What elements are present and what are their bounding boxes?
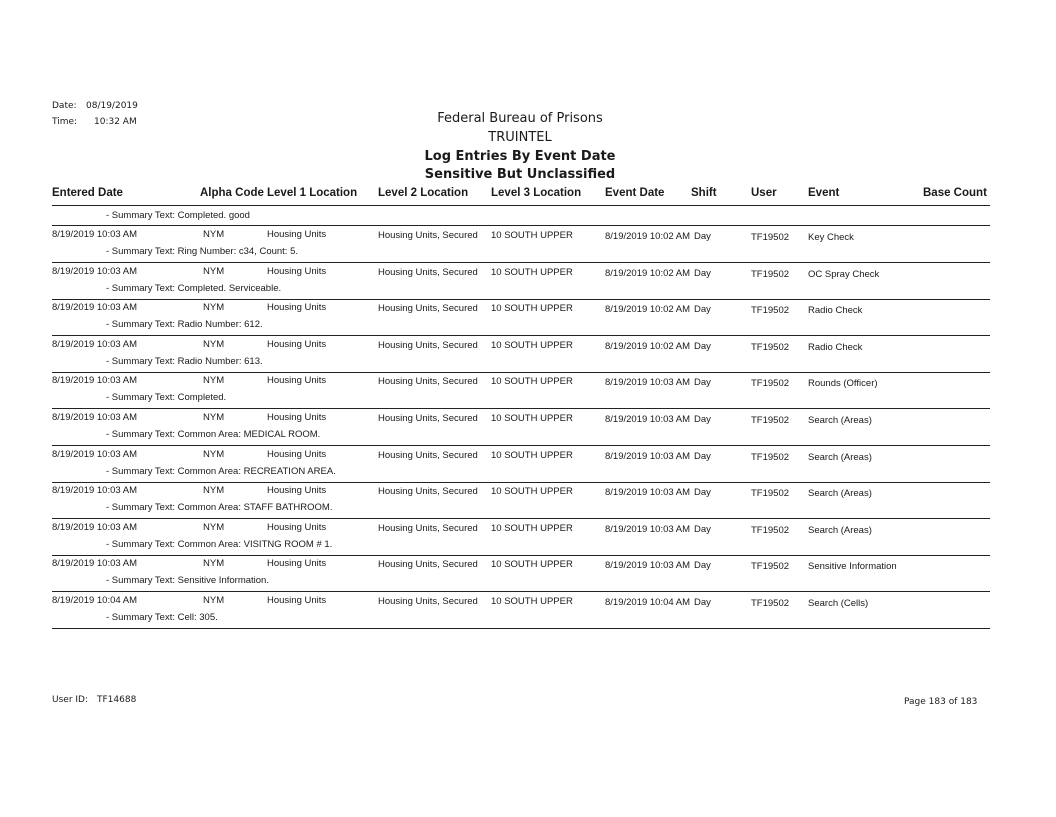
alpha-code-cell: NYM — [203, 265, 225, 277]
shift-cell: Day — [694, 597, 711, 608]
col-event-date: Event Date — [605, 187, 665, 199]
event-cell: Search (Areas) — [808, 451, 872, 463]
alpha-code-cell: NYM — [203, 229, 225, 240]
table-row — [0, 446, 1056, 482]
table-row — [0, 226, 1056, 262]
level3-cell: 10 SOUTH UPPER — [491, 596, 573, 607]
level1-cell: Housing Units — [267, 521, 327, 533]
user-cell: TF19502 — [751, 268, 790, 280]
level1-cell: Housing Units — [267, 558, 327, 570]
shift-cell: Day — [694, 414, 711, 425]
event-date-cell: 8/19/2019 10:03 AM — [605, 523, 691, 535]
entered-date-cell: 8/19/2019 10:03 AM — [52, 448, 138, 460]
page-number: Page 183 of 183 — [904, 697, 978, 707]
header-rule — [52, 205, 990, 206]
level3-cell: 10 SOUTH UPPER — [491, 522, 573, 534]
table-row — [0, 555, 1056, 591]
event-cell: OC Spray Check — [808, 268, 880, 280]
level2-cell: Housing Units, Secured — [378, 230, 478, 241]
event-date-cell: 8/19/2019 10:02 AM — [605, 304, 691, 316]
entered-date-cell: 8/19/2019 10:03 AM — [52, 375, 138, 387]
summary-text: - Summary Text: Common Area: RECREATION AREA. — [106, 465, 336, 477]
event-date-cell: 8/19/2019 10:03 AM — [605, 414, 691, 425]
level2-cell: Housing Units, Secured — [378, 339, 478, 351]
level3-cell: 10 SOUTH UPPER — [491, 303, 573, 315]
level3-cell: 10 SOUTH UPPER — [491, 230, 573, 241]
shift-cell: Day — [694, 377, 711, 389]
event-date-cell: 8/19/2019 10:04 AM — [605, 597, 691, 608]
level3-cell: 10 SOUTH UPPER — [491, 559, 573, 571]
level1-cell: Housing Units — [267, 338, 327, 350]
event-cell: Search (Areas) — [808, 488, 872, 500]
summary-text: - Summary Text: Cell: 305. — [106, 612, 218, 623]
summary-text: - Summary Text: Completed. Serviceable. — [106, 282, 282, 294]
col-level1: Level 1 Location — [267, 187, 358, 199]
report-name-title: Log Entries By Event Date — [424, 149, 616, 164]
summary-text: - Summary Text: Common Area: STAFF BATHROOM. — [106, 502, 333, 514]
date-value: 08/19/2019 — [86, 101, 138, 111]
summary-text: - Summary Text: Radio Number: 612. — [106, 319, 263, 331]
table-row — [0, 592, 1056, 628]
level3-cell: 10 SOUTH UPPER — [491, 376, 573, 388]
user-cell: TF19502 — [751, 488, 790, 500]
entered-date-cell: 8/19/2019 10:03 AM — [52, 229, 138, 240]
event-cell: Radio Check — [808, 305, 863, 317]
event-cell: Key Check — [808, 232, 854, 243]
event-date-cell: 8/19/2019 10:03 AM — [605, 487, 691, 499]
col-level3: Level 3 Location — [491, 187, 582, 199]
alpha-code-cell: NYM — [203, 375, 225, 387]
shift-cell: Day — [694, 231, 711, 242]
row-rule — [52, 628, 990, 629]
user-id-label: User ID: — [52, 695, 88, 705]
level3-cell: 10 SOUTH UPPER — [491, 339, 573, 351]
alpha-code-cell: NYM — [203, 558, 225, 570]
time-value: 10:32 AM — [94, 117, 137, 127]
level2-cell: Housing Units, Secured — [378, 376, 478, 388]
entered-date-cell: 8/19/2019 10:03 AM — [52, 265, 138, 277]
entered-date-cell: 8/19/2019 10:03 AM — [52, 485, 138, 497]
level2-cell: Housing Units, Secured — [378, 449, 478, 461]
summary-text: - Summary Text: Common Area: MEDICAL ROOM. — [106, 429, 321, 440]
level1-cell: Housing Units — [267, 265, 327, 277]
level2-cell: Housing Units, Secured — [378, 596, 478, 607]
report-classification: Sensitive But Unclassified — [424, 167, 616, 182]
level1-cell: Housing Units — [267, 229, 327, 240]
event-date-cell: 8/19/2019 10:02 AM — [605, 340, 691, 352]
level2-cell: Housing Units, Secured — [378, 303, 478, 315]
user-cell: TF19502 — [751, 415, 790, 426]
carryover-summary: - Summary Text: Completed. good — [106, 210, 250, 221]
alpha-code-cell: NYM — [203, 338, 225, 350]
level1-cell: Housing Units — [267, 302, 327, 314]
report-system-title: TRUINTEL — [488, 130, 552, 145]
event-cell: Radio Check — [808, 341, 863, 353]
table-row — [0, 519, 1056, 555]
table-row — [0, 482, 1056, 518]
user-cell: TF19502 — [751, 451, 790, 463]
level3-cell: 10 SOUTH UPPER — [491, 266, 573, 278]
date-label: Date: — [52, 101, 77, 111]
entered-date-cell: 8/19/2019 10:03 AM — [52, 302, 138, 314]
summary-text: - Summary Text: Common Area: VISITNG ROOM # 1. — [106, 538, 333, 550]
level2-cell: Housing Units, Secured — [378, 486, 478, 498]
level1-cell: Housing Units — [267, 595, 327, 606]
entered-date-cell: 8/19/2019 10:03 AM — [52, 521, 138, 533]
table-row — [0, 409, 1056, 445]
level1-cell: Housing Units — [267, 375, 327, 387]
level1-cell: Housing Units — [267, 412, 327, 423]
summary-text: - Summary Text: Ring Number: c34, Count: 5. — [106, 246, 299, 257]
user-cell: TF19502 — [751, 561, 790, 573]
alpha-code-cell: NYM — [203, 485, 225, 497]
col-entered-date: Entered Date — [52, 187, 123, 199]
user-cell: TF19502 — [751, 598, 790, 609]
user-cell: TF19502 — [751, 524, 790, 536]
level2-cell: Housing Units, Secured — [378, 559, 478, 571]
col-alpha-code: Alpha Code — [200, 187, 264, 199]
shift-cell: Day — [694, 523, 711, 535]
level3-cell: 10 SOUTH UPPER — [491, 486, 573, 498]
col-level2: Level 2 Location — [378, 187, 469, 199]
col-event: Event — [808, 187, 840, 199]
user-cell: TF19502 — [751, 305, 790, 317]
col-shift: Shift — [691, 187, 717, 199]
event-cell: Rounds (Officer) — [808, 378, 878, 390]
summary-text: - Summary Text: Sensitive Information. — [106, 575, 269, 587]
user-id-value: TF14688 — [97, 695, 137, 705]
event-date-cell: 8/19/2019 10:03 AM — [605, 560, 691, 572]
table-row — [0, 263, 1056, 299]
event-cell: Search (Cells) — [808, 598, 869, 609]
user-cell: TF19502 — [751, 232, 790, 243]
shift-cell: Day — [694, 304, 711, 316]
table-row — [0, 372, 1056, 408]
user-cell: TF19502 — [751, 378, 790, 390]
user-cell: TF19502 — [751, 341, 790, 353]
level3-cell: 10 SOUTH UPPER — [491, 449, 573, 461]
entered-date-cell: 8/19/2019 10:03 AM — [52, 338, 138, 350]
alpha-code-cell: NYM — [203, 595, 225, 606]
entered-date-cell: 8/19/2019 10:03 AM — [52, 412, 138, 423]
level3-cell: 10 SOUTH UPPER — [491, 413, 573, 424]
alpha-code-cell: NYM — [203, 412, 225, 423]
event-cell: Sensitive Information — [808, 561, 897, 573]
level1-cell: Housing Units — [267, 448, 327, 460]
time-label: Time: — [52, 117, 78, 127]
col-base-count: Base Count — [923, 187, 987, 199]
summary-text: - Summary Text: Radio Number: 613. — [106, 355, 263, 367]
col-user: User — [751, 187, 777, 199]
entered-date-cell: 8/19/2019 10:04 AM — [52, 595, 138, 606]
entered-date-cell: 8/19/2019 10:03 AM — [52, 558, 138, 570]
alpha-code-cell: NYM — [203, 448, 225, 460]
event-date-cell: 8/19/2019 10:02 AM — [605, 267, 691, 279]
level1-cell: Housing Units — [267, 485, 327, 497]
event-date-cell: 8/19/2019 10:03 AM — [605, 450, 691, 462]
summary-text: - Summary Text: Completed. — [106, 392, 227, 404]
table-row — [0, 336, 1056, 372]
event-date-cell: 8/19/2019 10:02 AM — [605, 231, 691, 242]
alpha-code-cell: NYM — [203, 521, 225, 533]
level2-cell: Housing Units, Secured — [378, 266, 478, 278]
level2-cell: Housing Units, Secured — [378, 522, 478, 534]
alpha-code-cell: NYM — [203, 302, 225, 314]
shift-cell: Day — [694, 340, 711, 352]
shift-cell: Day — [694, 450, 711, 462]
event-cell: Search (Areas) — [808, 415, 872, 426]
shift-cell: Day — [694, 267, 711, 279]
shift-cell: Day — [694, 487, 711, 499]
event-date-cell: 8/19/2019 10:03 AM — [605, 377, 691, 389]
event-cell: Search (Areas) — [808, 524, 872, 536]
table-row — [0, 299, 1056, 335]
shift-cell: Day — [694, 560, 711, 572]
report-org-title: Federal Bureau of Prisons — [437, 111, 603, 126]
level2-cell: Housing Units, Secured — [378, 413, 478, 424]
